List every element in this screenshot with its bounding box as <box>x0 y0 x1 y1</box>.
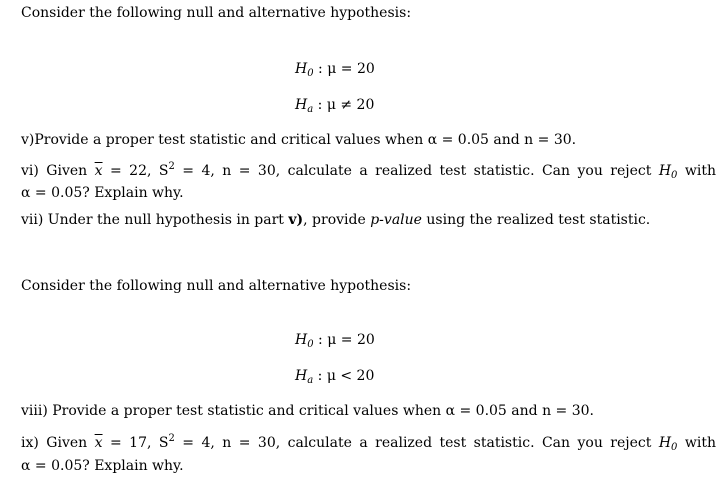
h0-subscript: 0 <box>307 339 314 350</box>
section1-intro: Consider the following null and alternative hypothesis: <box>21 5 412 21</box>
q6-rest: = 4, n = 30, calculate a realized test statistic. Can you reject <box>174 163 659 179</box>
q6-h-subscript: 0 <box>671 170 678 181</box>
ha-colon: : <box>317 368 327 384</box>
ha-relation: μ ≠ 20 <box>326 97 375 113</box>
h0-relation: μ = 20 <box>327 61 375 77</box>
h0-symbol: H <box>295 332 308 348</box>
q9-values: = 17, S <box>102 435 169 451</box>
question-vi <box>21 158 716 185</box>
h0-colon: : <box>318 332 328 348</box>
question-vi-line2: α = 0.05? Explain why. <box>21 185 184 201</box>
h0-subscript: 0 <box>307 68 314 79</box>
q6-h-symbol: H <box>658 163 672 179</box>
question-ix <box>21 430 716 457</box>
h0-relation: μ = 20 <box>327 332 375 348</box>
q7-bold: v) <box>288 212 304 228</box>
q9-exponent: 2 <box>168 433 175 444</box>
q7-pre: vii) Under the null hypothesis in part <box>21 212 289 228</box>
h0-symbol: H <box>295 61 308 77</box>
q9-label: ix) Given <box>21 435 88 451</box>
q9-xbar: $\overline{x}$ <box>94 435 103 451</box>
q6-end: with <box>677 163 716 179</box>
section2-intro: Consider the following null and alternative hypothesis: <box>21 278 412 294</box>
q9-h-symbol: H <box>658 435 672 451</box>
question-ix-line2: α = 0.05? Explain why. <box>21 458 184 474</box>
ha-relation: μ < 20 <box>326 368 375 384</box>
question-viii: viii) Provide a proper test statistic and critical values when α = 0.05 and n = 30. <box>21 403 594 419</box>
q9-rest: = 4, n = 30, calculate a realized test statistic. Can you reject <box>174 435 659 451</box>
q6-xbar: $\overline{x}$ <box>94 163 103 179</box>
section2-alt-hypothesis <box>295 367 374 390</box>
section1-null-hypothesis <box>295 60 375 83</box>
ha-symbol: H <box>295 368 308 384</box>
q6-label: vi) Given <box>21 163 88 179</box>
ha-symbol: H <box>295 97 308 113</box>
q7-post: using the realized test statistic. <box>421 212 651 228</box>
ha-subscript: a <box>307 104 314 115</box>
q6-exponent: 2 <box>168 161 175 172</box>
q7-mid: , provide <box>303 212 371 228</box>
question-vii <box>21 211 650 229</box>
question-v: v)Provide a proper test statistic and critical values when α = 0.05 and n = 30. <box>21 132 577 148</box>
q6-values: = 22, S <box>102 163 169 179</box>
q9-h-subscript: 0 <box>671 442 678 453</box>
section1-alt-hypothesis <box>295 96 374 119</box>
h0-colon: : <box>318 61 328 77</box>
ha-subscript: a <box>307 375 314 386</box>
section2-null-hypothesis <box>295 331 375 354</box>
q9-end: with <box>677 435 716 451</box>
ha-colon: : <box>317 97 327 113</box>
q7-pvalue: p-value <box>370 212 422 228</box>
